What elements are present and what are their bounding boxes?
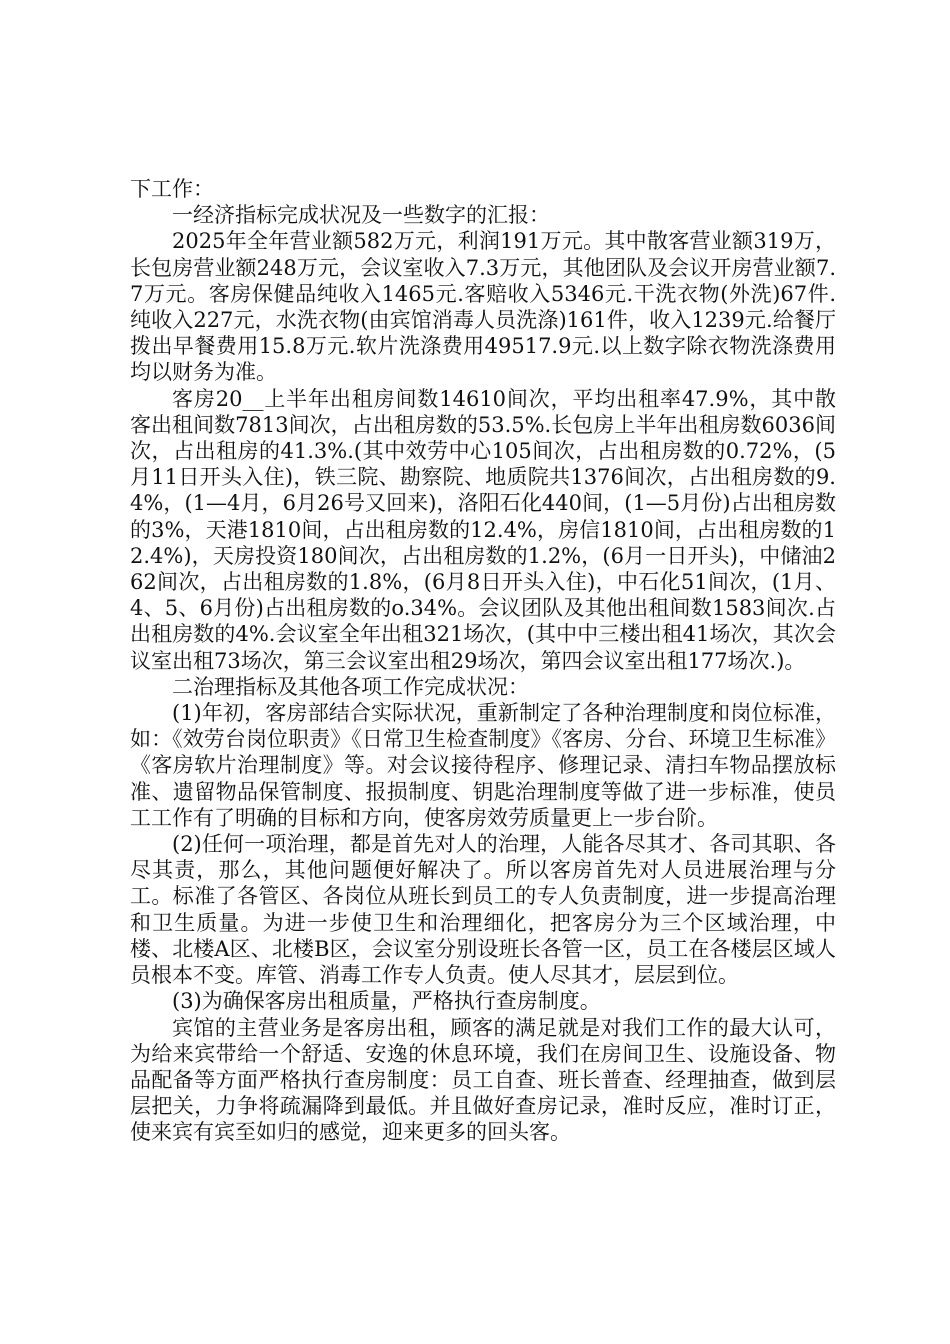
heading-economic-indicators: 一经济指标完成状况及一些数字的汇报：: [172, 203, 550, 228]
heading-management-indicators: 二治理指标及其他各项工作完成状况：: [172, 674, 529, 699]
paragraph-revenue: 2025年全年营业额582万元，利润191万元。其中散客营业额319万，长包房营业额248万元，会议室收入7.3万元，其他团队及会议开房营业额7.7万元。客房保健品纯收入1465元.客赔收入5346元.干洗衣物(外洗)67件.纯收入227元，水洗衣物(由宾馆消毒人员洗涤)161件，收入1239元.给餐厅拨出早餐费用15.8万元.软片洗涤费用49517.9元.以上数字除衣物洗涤费用均以财务为准。: [130, 229, 836, 385]
paragraph-room-rentals: 客房20__上半年出租房间数14610间次，平均出租率47.9%，其中散客出租间数7813间次，占出租房数的53.5%.长包房上半年出租房数6036间次，占出租房的41.3%.(其中效劳中心105间次，占出租房数的0.72%，(5月11日开头入住)，铁三院、勘察院、地质院共1376间次，占出租房数的9.4%，(1—4月，6月26号又回来)，洛阳石化440间，(1—5月份)占出租房数的3%，天港1810间，占出租房数的12.4%，房信1810间，占出租房数的12.4%)，天房投资180间次，占出租房数的1.2%，(6月一日开头)，中储油262间次，占出租房数的1.8%，(6月8日开头入住)，中石化51间次，(1月、4、5、6月份)占出租房数的o.34%。会议团队及其他出租间数1583间次.占出租房数的4%.会议室全年出租321场次，(其中中三楼出租41场次，其次会议室出租73场次，第三会议室出租29场次，第四会议室出租177场次.)。: [130, 386, 836, 673]
paragraph-continuation: 下工作：: [130, 177, 214, 201]
paragraph-inspection: 宾馆的主营业务是客房出租，顾客的满足就是对我们工作的最大认可，为给来宾带给一个舒适、安逸的休息环境，我们在房间卫生、设施设备、物品配备等方面严格执行查房制度：员工自查、班长普查、经理抽查，做到层层把关，力争将疏漏降到最低。并且做好查房记录，准时反应，准时订正，使来宾有宾至如归的感觉，迎来更多的回头客。: [130, 1015, 836, 1145]
document-body: [130, 176, 836, 1146]
paragraph-item-1: (1)年初，客房部结合实际状况，重新制定了各种治理制度和岗位标准，如：《效劳台岗位职责》《日常卫生检查制度》《客房、分台、环境卫生标准》《客房软片治理制度》等。对会议接待程序、修理记录、清扫车物品摆放标准、遗留物品保管制度、报损制度、钥匙治理制度等做了进一步标准，使员工工作有了明确的目标和方向，使客房效劳质量更上一步台阶。: [130, 701, 836, 830]
paragraph-item-3: (3)为确保客房出租质量，严格执行查房制度。: [172, 989, 601, 1014]
paragraph-item-2: (2)任何一项治理，都是首先对人的治理，人能各尽其才、各司其职、各尽其责，那么，其他问题便好解决了。所以客房首先对人员进展治理与分工。标准了各管区、各岗位从班长到员工的专人负责制度，进一步提高治理和卫生质量。为进一步使卫生和治理细化，把客房分为三个区域治理，中楼、北楼A区、北楼B区，会议室分别设班长各管一区，员工在各楼层区域人员根本不变。库管、消毒工作专人负责。使人尽其才，层层到位。: [130, 832, 836, 988]
